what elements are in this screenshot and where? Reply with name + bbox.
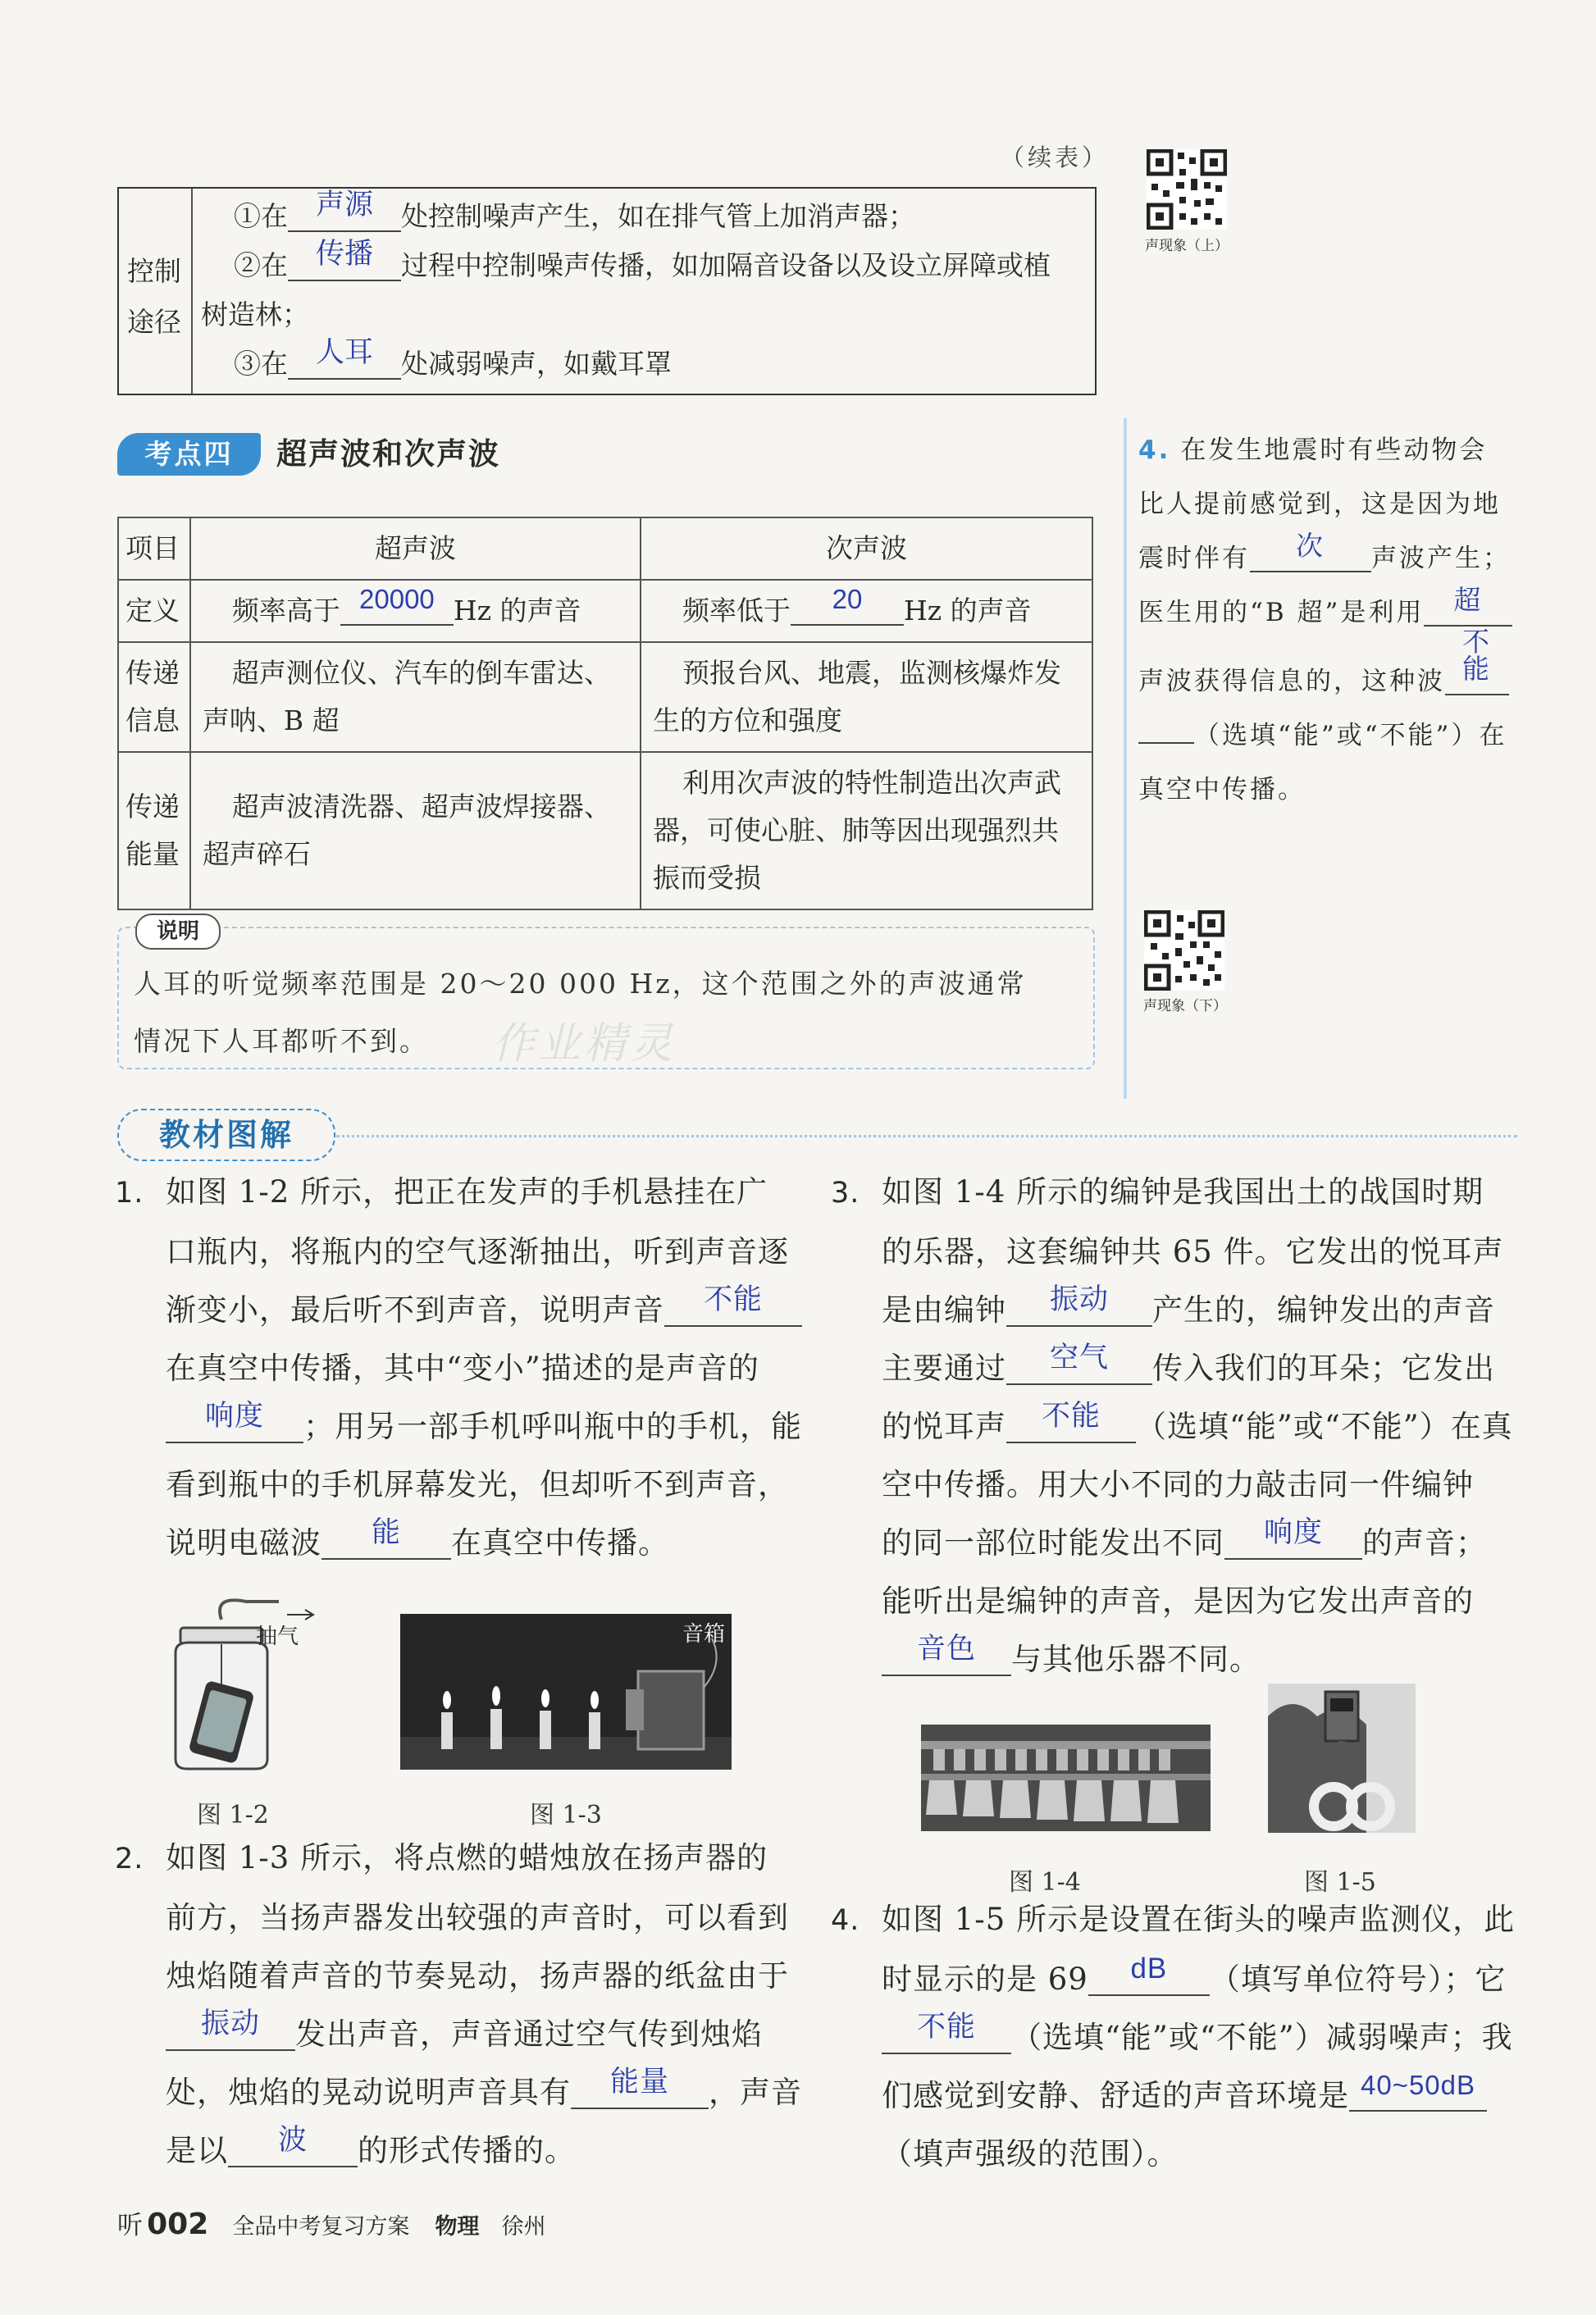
qr-code-icon[interactable] bbox=[1147, 149, 1227, 230]
section-badge: 考点四 bbox=[117, 433, 261, 476]
subject: 物理 bbox=[435, 2214, 480, 2240]
qr2-caption: 声现象（下） bbox=[1143, 998, 1227, 1014]
question-4: 4. 如图 1-5 所示是设置在街头的噪声监测仪，此 时显示的是 69 dB （填写单位符号）；它 不能 （选填“能”或“不能”）减弱噪声；我 们感觉到安静、舒适的声音环境是 40~50dB （填声强级的范围）。 bbox=[831, 1902, 1516, 2171]
question-3: 3. 如图 1-4 所示的编钟是我国出土的战国时期 的乐器，这套编钟共 65 件。它发出的悦耳声 是由编钟 振动 产生的，编钟发出的声音 主要通过 空气 传入我们的耳朵；它发出 的悦耳声 不能 （选填“能”或“不能”）在真 空中传播。用大小不同的力敲击同一件编钟 的同一部位时能发出不同 响度 的声音； 能听出是编钟的声音，是因为它发出声音的 音色 与其他乐器不同。 bbox=[831, 1174, 1513, 1677]
wave-table bbox=[117, 517, 1093, 910]
fig15-caption: 图 1-5 bbox=[1304, 1868, 1376, 1897]
fig14-caption: 图 1-4 bbox=[1009, 1868, 1081, 1897]
table-row: 传递 信息 超声测位仪、汽车的倒车雷达、声呐、B 超 预报台风、地震，监测核爆炸发生的方位和强度 bbox=[118, 642, 1092, 752]
table-row: 定义 频率高于 20000 Hz 的声音 频率低于 20 Hz 的声音 bbox=[118, 580, 1092, 642]
control-item-1: ①在 声源 处控制噪声产生，如在排气管上加消声器； bbox=[234, 189, 915, 232]
figure-1-4 bbox=[921, 1725, 1211, 1831]
page-number: 002 bbox=[147, 2208, 209, 2241]
question-1: 1. 如图 1-2 所示，把正在发声的手机悬挂在广 口瓶内，将瓶内的空气逐渐抽出，听到声音逐 渐变小，最后听不到声音，说明声音 不能 在真空中传播，其中“变小”描述的是声音的 响度 ；用另一部手机呼叫瓶中的手机，能 看到瓶中的手机屏幕发光，但却听不到声音， 说明电磁波 能 在真空中传播。 bbox=[115, 1174, 802, 1561]
region: 徐州 bbox=[501, 2214, 546, 2240]
continued-label: （续表） bbox=[1001, 144, 1110, 171]
qr-code-icon[interactable] bbox=[1144, 910, 1224, 991]
note-badge: 说明 bbox=[135, 914, 221, 950]
table-row: 传递 能量 超声波清洗器、超声波焊接器、超声碎石 利用次声波的特性制造出次声武器，可使心脏、肺等因出现强烈共振而受损 bbox=[118, 752, 1092, 909]
control-item-2: ②在 传播 过程中控制噪声传播，如加隔音设备以及设立屏障或植 bbox=[234, 238, 1051, 281]
sidebar-question: 4. 在发生地震时有些动物会 比人提前感觉到，这是因为地 震时伴有 次 声波产生； 医生用的“B 超”是利用 超 声波获得信息的，这种波不能 （选填“能”或“不能”）在 真空中传播。 bbox=[1138, 423, 1524, 817]
note-line: 情况下人耳都听不到。 bbox=[134, 1025, 429, 1057]
fig12-label: 抽气 bbox=[256, 1625, 299, 1649]
table-row: 项目 超声波 次声波 bbox=[118, 517, 1092, 580]
book-title: 全品中考复习方案 bbox=[232, 2214, 410, 2240]
qr1-caption: 声现象（上） bbox=[1145, 238, 1229, 254]
watermark: 作业精灵 bbox=[492, 1019, 677, 1069]
note-line: 人耳的听觉频率范围是 20～20 000 Hz，这个范围之外的声波通常 bbox=[134, 968, 1027, 1000]
figure-1-2 bbox=[164, 1595, 328, 1771]
fig13-caption: 图 1-3 bbox=[530, 1801, 602, 1830]
question-2: 2. 如图 1-3 所示，将点燃的蜡烛放在扬声器的 前方，当扬声器发出较强的声音时，可以看到 烛焰随着声音的节奏晃动，扬声器的纸盆由于 振动 发出声音，声音通过空气传到烛焰 处，烛焰的晃动说明声音具有 能量 ，声音 是以 波 的形式传播的。 bbox=[115, 1840, 802, 2168]
fig12-caption: 图 1-2 bbox=[197, 1801, 269, 1830]
control-label: 控制 途径 bbox=[127, 255, 181, 338]
jiaocai-badge: 教材图解 bbox=[117, 1109, 335, 1161]
section-title: 超声波和次声波 bbox=[276, 436, 500, 472]
figure-1-5 bbox=[1268, 1684, 1416, 1833]
footer bbox=[117, 2204, 546, 2245]
footer-prefix: 听 bbox=[117, 2211, 143, 2240]
control-table: 控制 途径 ①在 声源 处控制噪声产生，如在排气管上加消声器； ②在 传播 过程中控制噪声传播，如加隔音设备以及设立屏障或植 树造林； ③在 人耳 处减弱噪声，如戴耳罩 bbox=[117, 187, 1097, 395]
fig13-label: 音箱 bbox=[682, 1622, 726, 1647]
control-item-3: ③在 人耳 处减弱噪声，如戴耳罩 bbox=[234, 336, 672, 380]
